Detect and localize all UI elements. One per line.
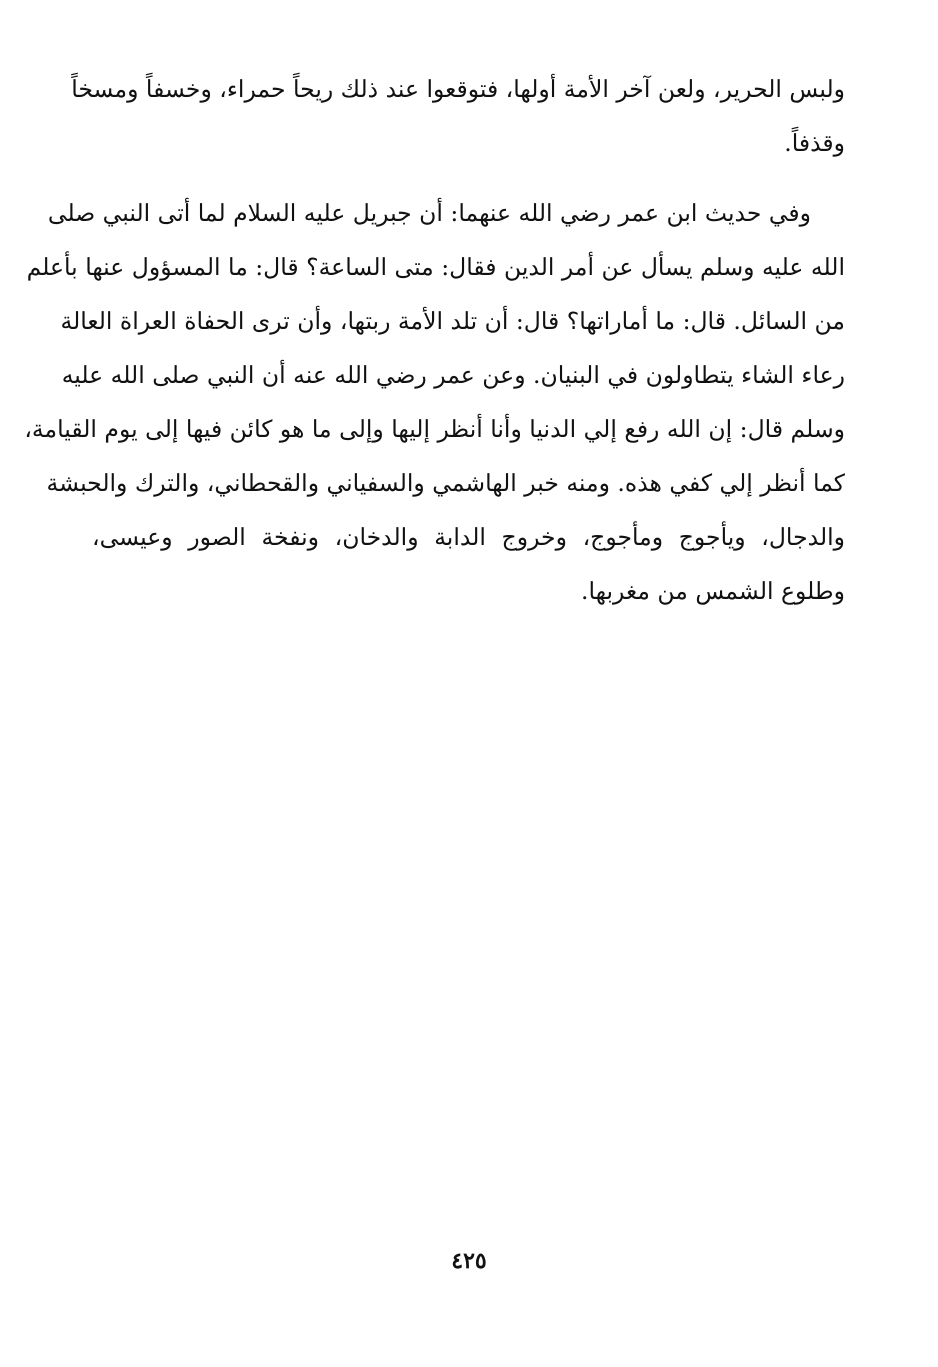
text-line: وقذفاً. — [784, 129, 845, 157]
text-line: كما أنظر إلي كفي هذه. ومنه خبر الهاشمي والسفياني والقحطاني، والترك والحبشة — [46, 469, 845, 497]
text-line: الله عليه وسلم يسأل عن أمر الدين فقال: متى الساعة؟ قال: ما المسؤول عنها بأعلم — [26, 253, 845, 281]
page-number: ٤٢٥ — [451, 1248, 487, 1274]
paragraph-2 — [24, 186, 845, 618]
text-line: وفي حديث ابن عمر رضي الله عنهما: أن جبريل عليه السلام لما أتى النبي صلى — [47, 199, 811, 227]
text-line: وسلم قال: إن الله رفع إلي الدنيا وأنا أنظر إليها وإلى ما هو كائن فيها إلى يوم القيامة، — [24, 415, 845, 443]
paragraph-1 — [71, 62, 845, 170]
text-line: ولبس الحرير، ولعن آخر الأمة أولها، فتوقعوا عند ذلك ريحاً حمراء، وخسفاً ومسخاً — [71, 75, 845, 103]
text-line: رعاء الشاء يتطاولون في البنيان. وعن عمر رضي الله عنه أن النبي صلى الله عليه — [61, 361, 845, 389]
text-line: وطلوع الشمس من مغربها. — [581, 577, 845, 605]
text-line: والدجال، ويأجوج ومأجوج، وخروج الدابة والدخان، ونفخة الصور وعيسى، — [92, 523, 845, 551]
text-line: من السائل. قال: ما أماراتها؟ قال: أن تلد الأمة ربتها، وأن ترى الحفاة العراة العالة — [60, 307, 845, 335]
